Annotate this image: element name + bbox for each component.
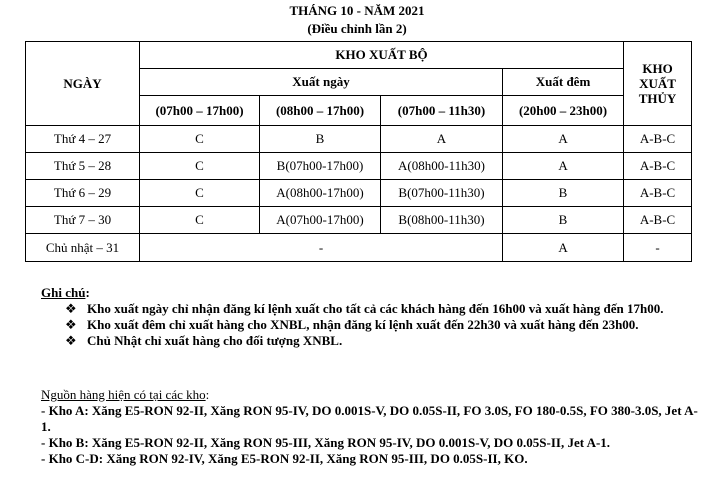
source-line-kho-cd: - Kho C-D: Xăng RON 92-IV, Xăng E5-RON 92-II, Xăng RON 95-III, DO 0.05S-II, KO. — [41, 451, 528, 466]
diamond-bullet-icon: ❖ — [65, 301, 77, 316]
table-cell: B(08h00-11h30) — [381, 207, 503, 234]
header-kho-xuat-bo: KHO XUẤT BỘ — [140, 42, 624, 69]
table-cell: A — [503, 126, 624, 153]
document-title: THÁNG 10 - NĂM 2021 — [289, 3, 425, 18]
notes-section: Ghi chú: ❖ Kho xuất ngày chỉ nhận đăng kí lệnh xuất cho tất cả các khách hàng đến 16h00 và xuất hàng đến 17h00. ❖ Kho xuất đêm chỉ xuất hàng cho XNBL, nhận đăng kí lệnh xuất đến 22h30 và xuất hàng đến 23h00. ❖ Chủ Nhật chỉ xuất hàng cho đối tượng XNBL. — [41, 285, 701, 349]
diamond-bullet-icon: ❖ — [65, 317, 77, 332]
table-cell: B — [503, 207, 624, 234]
table-cell: B(07h00-17h00) — [260, 153, 381, 180]
schedule-table — [25, 41, 692, 262]
source-line-kho-b: - Kho B: Xăng E5-RON 92-II, Xăng RON 95-III, Xăng RON 95-IV, DO 0.001S-V, DO 0.05S-II, Jet A-1. — [41, 435, 611, 450]
table-cell: - — [624, 234, 692, 262]
table-row — [26, 153, 692, 180]
note-item — [41, 317, 701, 333]
day-cell: Thứ 6 – 29 — [26, 180, 140, 207]
table-cell: - — [140, 234, 503, 262]
header-time-3: (07h00 – 11h30) — [381, 96, 503, 126]
table-cell: B — [503, 180, 624, 207]
table-cell: A — [381, 126, 503, 153]
header-kho-xuat-thuy: KHO XUẤT THỦY — [624, 42, 692, 126]
table-cell: A(08h00-11h30) — [381, 153, 503, 180]
table-cell: A-B-C — [624, 180, 692, 207]
header-xuat-ngay: Xuất ngày — [140, 69, 503, 96]
table-row — [26, 180, 692, 207]
note-text: Chủ Nhật chỉ xuất hàng cho đối tượng XNBL. — [87, 333, 343, 348]
table-row — [26, 207, 692, 234]
day-cell: Chủ nhật – 31 — [26, 234, 140, 262]
table-cell: A-B-C — [624, 126, 692, 153]
table-cell: C — [140, 207, 260, 234]
table-cell: B — [260, 126, 381, 153]
table-cell: C — [140, 126, 260, 153]
source-line-kho-a: - Kho A: Xăng E5-RON 92-II, Xăng RON 95-IV, DO 0.001S-V, DO 0.05S-II, FO 3.0S, FO 180-0.5S, FO 380-3.0S, Jet A-1. — [41, 403, 698, 434]
note-item — [41, 301, 701, 317]
table-cell: A — [503, 153, 624, 180]
day-cell: Thứ 5 – 28 — [26, 153, 140, 180]
table-cell: A-B-C — [624, 207, 692, 234]
header-xuat-dem: Xuất đêm — [503, 69, 624, 96]
sources-title: Nguồn hàng hiện có tại các kho — [41, 387, 206, 402]
day-cell: Thứ 7 – 30 — [26, 207, 140, 234]
sources-section: Nguồn hàng hiện có tại các kho: - Kho A: Xăng E5-RON 92-II, Xăng RON 95-IV, DO 0.001S-V, DO 0.05S-II, FO 3.0S, FO 180-0.5S, FO 380-3.0S, Jet A-1. - Kho B: Xăng E5-RON 92-II, Xăng RON 95-III, Xăng RON 95-IV, DO 0.001S-V, DO 0.05S-II, Jet A-1. - Kho C-D: Xăng RON 92-IV, Xăng E5-RON 92-II, Xăng RON 95-III, DO 0.05S-II, KO. — [41, 387, 705, 467]
table-cell: A(08h00-17h00) — [260, 180, 381, 207]
day-cell: Thứ 4 – 27 — [26, 126, 140, 153]
table-cell: A-B-C — [624, 153, 692, 180]
diamond-bullet-icon: ❖ — [65, 333, 77, 348]
table-cell: A — [503, 234, 624, 262]
header-time-1: (07h00 – 17h00) — [140, 96, 260, 126]
table-cell: C — [140, 180, 260, 207]
table-cell: B(07h00-11h30) — [381, 180, 503, 207]
table-row-sunday — [26, 234, 692, 262]
table-row — [26, 126, 692, 153]
table-cell: A(07h00-17h00) — [260, 207, 381, 234]
header-time-2: (08h00 – 17h00) — [260, 96, 381, 126]
header-time-4: (20h00 – 23h00) — [503, 96, 624, 126]
document-subtitle: (Điều chỉnh lần 2) — [307, 21, 407, 36]
header-day: NGÀY — [26, 42, 140, 126]
note-text: Kho xuất đêm chỉ xuất hàng cho XNBL, nhận đăng kí lệnh xuất đến 22h30 và xuất hàng đến 23h00. — [87, 317, 639, 332]
note-item — [41, 333, 701, 349]
table-cell: C — [140, 153, 260, 180]
note-text: Kho xuất ngày chỉ nhận đăng kí lệnh xuất cho tất cả các khách hàng đến 16h00 và xuất hàng đến 17h00. — [87, 301, 664, 316]
notes-title: Ghi chú — [41, 285, 86, 300]
